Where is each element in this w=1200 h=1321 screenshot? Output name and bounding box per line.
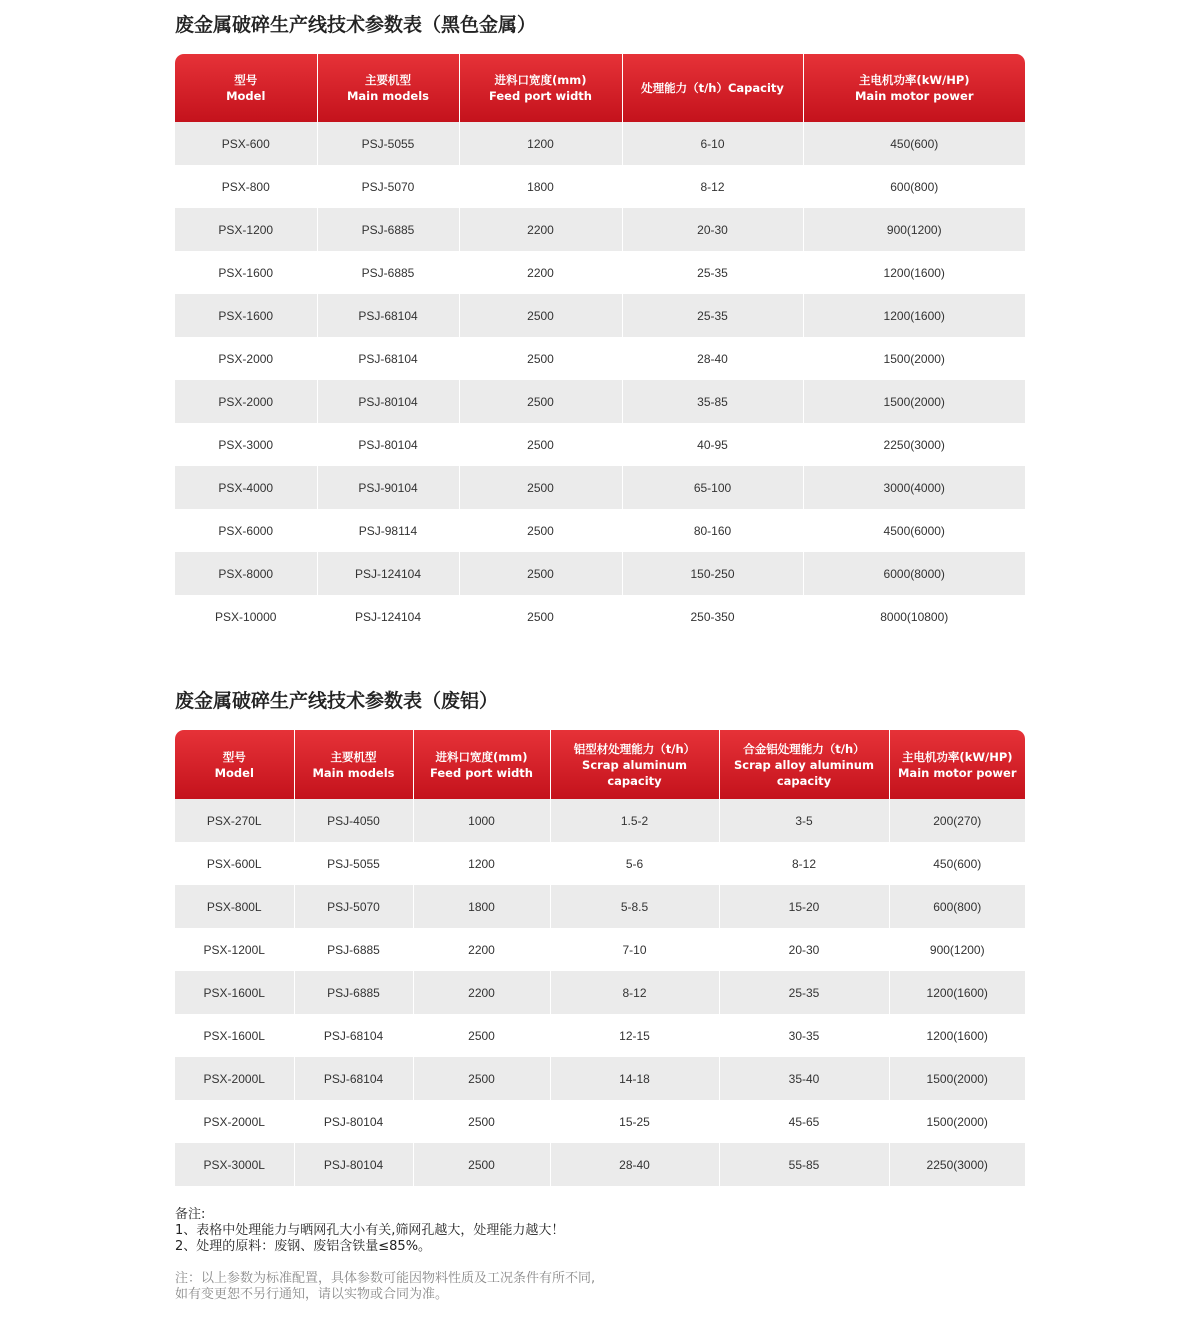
table-cell: 900(1200) xyxy=(803,208,1025,251)
table-cell: 1.5-2 xyxy=(550,799,719,842)
table1-wrapper xyxy=(175,54,1025,638)
table1-header-motor-power: 主电机功率(kW/HP) Main motor power xyxy=(803,54,1025,122)
table-cell: PSX-8000 xyxy=(175,552,317,595)
table-cell: PSX-4000 xyxy=(175,466,317,509)
table-cell: 6-10 xyxy=(622,122,803,165)
table2-header-row xyxy=(175,730,1025,799)
notes-heading: 备注: xyxy=(175,1207,206,1222)
table-cell: 25-35 xyxy=(622,251,803,294)
table-cell: 2500 xyxy=(459,294,622,337)
table-cell: 4500(6000) xyxy=(803,509,1025,552)
table-cell: 80-160 xyxy=(622,509,803,552)
table-cell: PSX-800L xyxy=(175,885,294,928)
table2-wrapper xyxy=(175,730,1025,1186)
table-cell: PSJ-5070 xyxy=(294,885,413,928)
table1-header-row xyxy=(175,54,1025,122)
table-row xyxy=(175,294,1025,337)
table-cell: 2500 xyxy=(459,380,622,423)
table-cell: 450(600) xyxy=(889,842,1025,885)
table-cell: PSJ-98114 xyxy=(317,509,459,552)
table-cell: 1500(2000) xyxy=(889,1100,1025,1143)
table-cell: 1500(2000) xyxy=(889,1057,1025,1100)
table-cell: PSJ-4050 xyxy=(294,799,413,842)
table-cell: 1200(1600) xyxy=(889,1014,1025,1057)
table-cell: 2500 xyxy=(413,1143,550,1186)
table-cell: 28-40 xyxy=(622,337,803,380)
table2-header-scrap-aluminum-capacity: 铝型材处理能力（t/h） Scrap aluminum capacity xyxy=(550,730,719,799)
table-cell: PSX-600L xyxy=(175,842,294,885)
table-cell: 2500 xyxy=(459,423,622,466)
table-cell: 200(270) xyxy=(889,799,1025,842)
table-cell: 30-35 xyxy=(719,1014,889,1057)
table-cell: 1200(1600) xyxy=(803,294,1025,337)
disclaimer-line-1: 注：以上参数为标准配置，具体参数可能因物料性质及工况条件有所不同, xyxy=(175,1271,596,1286)
table-cell: 2500 xyxy=(459,337,622,380)
table-cell: 1800 xyxy=(459,165,622,208)
table-cell: PSX-10000 xyxy=(175,595,317,638)
table-cell: 3-5 xyxy=(719,799,889,842)
table-cell: 15-25 xyxy=(550,1100,719,1143)
table-cell: PSJ-124104 xyxy=(317,552,459,595)
table-cell: PSX-1200L xyxy=(175,928,294,971)
table-cell: PSX-1600 xyxy=(175,251,317,294)
table-cell: PSX-1600 xyxy=(175,294,317,337)
table-row xyxy=(175,842,1025,885)
table-cell: PSJ-68104 xyxy=(294,1014,413,1057)
table-cell: 150-250 xyxy=(622,552,803,595)
table2-header-feed-port-width: 进料口宽度(mm) Feed port width xyxy=(413,730,550,799)
table-cell: 1200 xyxy=(459,122,622,165)
table-cell: 55-85 xyxy=(719,1143,889,1186)
table-row xyxy=(175,971,1025,1014)
table-row xyxy=(175,423,1025,466)
table-cell: PSJ-80104 xyxy=(317,380,459,423)
table-cell: PSJ-80104 xyxy=(317,423,459,466)
table-row xyxy=(175,1014,1025,1057)
table-cell: PSX-270L xyxy=(175,799,294,842)
table-cell: 8000(10800) xyxy=(803,595,1025,638)
table-cell: PSJ-6885 xyxy=(317,251,459,294)
table2-header-alloy-aluminum-capacity: 合金铝处理能力（t/h） Scrap alloy aluminum capacity xyxy=(719,730,889,799)
table-cell: 2200 xyxy=(459,251,622,294)
table-cell: PSX-2000 xyxy=(175,380,317,423)
table-cell: 600(800) xyxy=(889,885,1025,928)
table-cell: 20-30 xyxy=(719,928,889,971)
table-cell: PSX-2000L xyxy=(175,1100,294,1143)
table-cell: 1800 xyxy=(413,885,550,928)
spec-table-ferrous xyxy=(175,54,1025,638)
table-cell: PSX-3000 xyxy=(175,423,317,466)
table1-header-capacity: 处理能力（t/h）Capacity xyxy=(622,54,803,122)
table-cell: PSJ-68104 xyxy=(317,337,459,380)
table-cell: PSJ-80104 xyxy=(294,1100,413,1143)
table-cell: 35-40 xyxy=(719,1057,889,1100)
table-cell: PSX-1600L xyxy=(175,1014,294,1057)
table-row xyxy=(175,595,1025,638)
table-cell: 2200 xyxy=(413,971,550,1014)
table1-body xyxy=(175,122,1025,638)
notes xyxy=(175,1207,564,1255)
table-cell: 5-8.5 xyxy=(550,885,719,928)
table-cell: 2500 xyxy=(459,509,622,552)
table-cell: 2250(3000) xyxy=(889,1143,1025,1186)
table-cell: 28-40 xyxy=(550,1143,719,1186)
notes-line-1: 1、表格中处理能力与晒网孔大小有关,筛网孔越大，处理能力越大！ xyxy=(175,1223,565,1238)
table-row xyxy=(175,208,1025,251)
table-row xyxy=(175,380,1025,423)
table-row xyxy=(175,165,1025,208)
table-cell: 1200(1600) xyxy=(803,251,1025,294)
table1-header-model: 型号 Model xyxy=(175,54,317,122)
table-cell: 25-35 xyxy=(622,294,803,337)
table-cell: PSJ-6885 xyxy=(317,208,459,251)
table-cell: 2250(3000) xyxy=(803,423,1025,466)
disclaimer-line-2: 如有变更恕不另行通知，请以实物或合同为准。 xyxy=(175,1287,449,1302)
table-cell: 2500 xyxy=(413,1057,550,1100)
table-cell: 1500(2000) xyxy=(803,380,1025,423)
table-row xyxy=(175,552,1025,595)
table-cell: 900(1200) xyxy=(889,928,1025,971)
table-row xyxy=(175,1057,1025,1100)
table-cell: 8-12 xyxy=(719,842,889,885)
table-row xyxy=(175,466,1025,509)
table-cell: 12-15 xyxy=(550,1014,719,1057)
table-cell: PSJ-90104 xyxy=(317,466,459,509)
table-cell: 2200 xyxy=(459,208,622,251)
table-cell: 2500 xyxy=(459,595,622,638)
table-cell: PSJ-5055 xyxy=(317,122,459,165)
table-cell: PSX-6000 xyxy=(175,509,317,552)
table-cell: 20-30 xyxy=(622,208,803,251)
table-cell: 1500(2000) xyxy=(803,337,1025,380)
table-cell: PSX-2000L xyxy=(175,1057,294,1100)
table-cell: 2200 xyxy=(413,928,550,971)
table-cell: PSJ-80104 xyxy=(294,1143,413,1186)
table-cell: PSX-3000L xyxy=(175,1143,294,1186)
table-cell: PSJ-124104 xyxy=(317,595,459,638)
table-row xyxy=(175,122,1025,165)
table-cell: 6000(8000) xyxy=(803,552,1025,595)
table-cell: 450(600) xyxy=(803,122,1025,165)
table-cell: PSJ-68104 xyxy=(294,1057,413,1100)
section-ferrous xyxy=(175,12,1025,38)
table-cell: PSJ-6885 xyxy=(294,971,413,1014)
table-row xyxy=(175,337,1025,380)
table2-title: 废金属破碎生产线技术参数表（废铝） xyxy=(175,690,499,712)
table-row xyxy=(175,251,1025,294)
table-cell: 1000 xyxy=(413,799,550,842)
table-row xyxy=(175,885,1025,928)
table-cell: PSX-600 xyxy=(175,122,317,165)
table-cell: 600(800) xyxy=(803,165,1025,208)
table-cell: 2500 xyxy=(459,552,622,595)
table-cell: PSX-800 xyxy=(175,165,317,208)
table-cell: 2500 xyxy=(459,466,622,509)
table1-header-main-models: 主要机型 Main models xyxy=(317,54,459,122)
table-cell: 8-12 xyxy=(622,165,803,208)
table-cell: 5-6 xyxy=(550,842,719,885)
table-cell: 25-35 xyxy=(719,971,889,1014)
table-row xyxy=(175,799,1025,842)
table-cell: 1200 xyxy=(413,842,550,885)
table-row xyxy=(175,1100,1025,1143)
table-row xyxy=(175,928,1025,971)
spec-table-aluminum xyxy=(175,730,1025,1186)
table2-header-motor-power: 主电机功率(kW/HP) Main motor power xyxy=(889,730,1025,799)
table2-header-model: 型号 Model xyxy=(175,730,294,799)
table-cell: 15-20 xyxy=(719,885,889,928)
table-cell: 250-350 xyxy=(622,595,803,638)
disclaimer xyxy=(175,1271,595,1303)
table-cell: 2500 xyxy=(413,1100,550,1143)
table-cell: 2500 xyxy=(413,1014,550,1057)
table-cell: 1200(1600) xyxy=(889,971,1025,1014)
section-aluminum xyxy=(175,688,1025,714)
table-cell: PSX-1200 xyxy=(175,208,317,251)
table-cell: PSX-2000 xyxy=(175,337,317,380)
table2-body xyxy=(175,799,1025,1186)
table-cell: 14-18 xyxy=(550,1057,719,1100)
table-cell: 7-10 xyxy=(550,928,719,971)
table2-header-main-models: 主要机型 Main models xyxy=(294,730,413,799)
table-cell: 40-95 xyxy=(622,423,803,466)
table-cell: PSJ-68104 xyxy=(317,294,459,337)
table-cell: PSJ-5070 xyxy=(317,165,459,208)
table1-header-feed-port-width: 进料口宽度(mm) Feed port width xyxy=(459,54,622,122)
table-row xyxy=(175,509,1025,552)
table-cell: 3000(4000) xyxy=(803,466,1025,509)
table-cell: PSJ-5055 xyxy=(294,842,413,885)
table-cell: 35-85 xyxy=(622,380,803,423)
table-cell: PSX-1600L xyxy=(175,971,294,1014)
table1-title: 废金属破碎生产线技术参数表（黑色金属） xyxy=(175,14,537,36)
table-cell: 45-65 xyxy=(719,1100,889,1143)
notes-line-2: 2、处理的原料：废钢、废铝含铁量≤85%。 xyxy=(175,1239,432,1254)
table-row xyxy=(175,1143,1025,1186)
table-cell: PSJ-6885 xyxy=(294,928,413,971)
table-cell: 8-12 xyxy=(550,971,719,1014)
table-cell: 65-100 xyxy=(622,466,803,509)
